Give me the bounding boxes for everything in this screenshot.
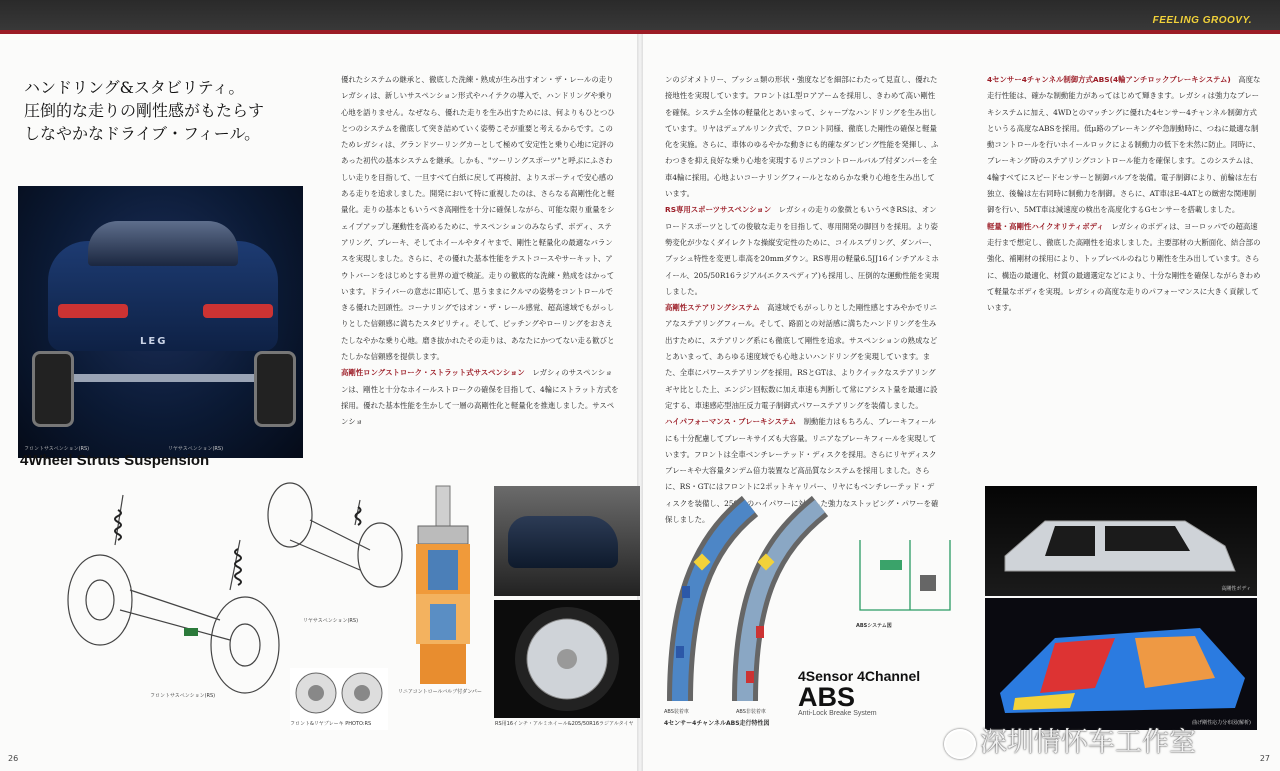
subheading-brake: ハイパフォーマンス・ブレーキシステム	[665, 417, 797, 427]
column-1-body-2: 高剛性ロングストローク・ストラット式サスペンション レガシィのサスペンションは、剛性と十分なホイールストロークの確保を目指して、4輪にストラット方式を採用。優れた基本性能を生かして一層の高剛性化と軽量化を推進しました。サスペンショ	[341, 368, 619, 427]
brake-disc-illustration	[290, 668, 388, 718]
column-3-body-2: レガシィのボディは、ヨーロッパでの超高速走行まで想定し、徹底した高剛性を追求しました。主要部材の大断面化、結合部の強化、補剛材の採用により、トップレベルのねじり剛性を生み出しています。さらに、構造の最適化、材質の最適選定などにより、十分な剛性を確保しながらきわめて軽量なボディを実現。レガシィの高度な走りのパフォーマンスに大きく貢献しています。	[987, 221, 1261, 313]
caption-rear-susp: リヤサスペンション(RS)	[303, 618, 359, 624]
subheading-abs: 4センサー4チャンネル制御方式ABS(4輪アンチロックブレーキシステム)	[987, 75, 1231, 84]
rear-window-shape	[88, 221, 238, 266]
photo-caption-rear: リヤサスペンション(RS)	[168, 446, 224, 452]
header-bar	[0, 0, 1280, 34]
stress-analysis-photo	[985, 598, 1257, 730]
header-tagline: FEELING GROOVY.	[1152, 15, 1252, 26]
header-accent-line	[0, 30, 1280, 34]
caption-abs-off: ABS非装着車	[736, 709, 766, 715]
section-title-4wheel: 4Wheel Struts Suspension	[20, 452, 210, 469]
wheel-right	[254, 351, 296, 427]
wheel-photo	[494, 600, 640, 718]
text-column-2	[665, 72, 941, 525]
text-column-1	[341, 72, 619, 464]
subheading-body: 軽量・高剛性ハイクオリティボディ	[987, 221, 1104, 231]
caption-front-susp: フロントサスペンション(RS)	[150, 693, 216, 699]
weibo-logo-icon	[944, 729, 976, 759]
page-heading: ハンドリング&スタビリティ。 圧倒的な走りの剛性感がもたらす しなやかなドライブ・フィール。	[24, 78, 265, 143]
badge-text: LEG	[140, 336, 168, 347]
damper-illustration	[406, 484, 486, 689]
subheading-long-stroke: 高剛性ロングストローク・ストラット式サスペンション	[341, 368, 525, 378]
abs-system-diagram	[850, 530, 975, 660]
caption-abs-course: 4センサー4チャンネルABS走行特性図	[664, 720, 770, 727]
column-3-body: 高度な走行性能は、確かな制動能力があってはじめて輝きます。レガシィは強力なブレーキシステムに加え、4WDとのマッチングに優れた4センサー4チャンネル制御方式というる高度なABSを採用。低μ路のブレーキングや急制動時に、つねに最適な制動コントロールを行いホイールロックによる制動力の低下を未然に防止。同時に、ブレーキング時のステアリングコントロール能力を確保します。このシステムは、4輪すべてにスピードセンサーと制御バルブを装備。電子制御により、前輪は左右独立、後輪は左右同時に制動力を制御。さらに、AT車はE-4ATとの緻密な関連制御を行い、5MT車は減速度の検出を高度化するGセンサーを搭載しました。	[987, 75, 1261, 215]
photo-caption-front: フロントサスペンション(RS)	[24, 446, 90, 452]
caption-body-bottom: 曲げ剛性応力分布図(解析)	[1192, 720, 1251, 726]
rear-cutaway-photo	[18, 186, 303, 458]
caption-brake: フロント&リヤブレーキ PHOTO:RS	[290, 721, 372, 727]
caption-abs-on: ABS装着車	[664, 709, 689, 715]
caption-abs-system: ABSシステム図	[856, 623, 892, 629]
page-number-right: 27	[1259, 754, 1270, 763]
column-2-body: ンのジオメトリー、ブッシュ類の形状・強度などを細部にわたって見直し、優れた接地性を実現しています。フロントはL型ロアアームを採用し、きわめて高い剛性を確保。システム全体の軽量化とあいまって、シャープなハンドリングを生み出しています。リヤはデュアルリンク式で、フロント同様、徹底した剛性の確保と軽量化を実施。さらに、車体のゆるやかな動きにも的確なダンピング性能を発揮し、ふわつきを抑え良好な乗り心地を実現するリニアコントロールバルブ付ダンパーを全車4輪に採用。心地よいコーナリングフィールとなめらかな乗り心地を生み出しています。	[665, 75, 939, 199]
brake-photo	[290, 668, 388, 730]
tail-lamp-right	[203, 304, 273, 318]
abs-title	[798, 668, 920, 717]
wheel-left	[32, 351, 74, 427]
caption-body-top: 高剛性ボディ	[1221, 586, 1251, 592]
subheading-steering: 高剛性ステアリングシステム	[665, 303, 760, 313]
column-2-body-2: レガシィの走りの象徴ともいうべきRSは、オンロードスポーツとしての俊敏な走りを目指して、専用開発の脚回りを採用。より姿勢変化が少なくダイレクトな操縦安定性のために、コイルスプリング、ダンパー、ブッシュ特性を変更し車高を20mmダウン。RS専用の軽量6.5JJ16インチアルミホイール、205/50R16ラジアル(エクスペディア)も採用し、圧倒的な運動性能を実現しました。	[665, 205, 940, 296]
tail-lamp-left	[58, 304, 128, 318]
abs-system-lines	[850, 530, 975, 620]
abs-title-line1: 4Sensor 4Channel	[798, 668, 921, 684]
text-column-3	[987, 72, 1261, 464]
page-number-left: 26	[8, 754, 19, 763]
car-front-shape	[508, 516, 618, 568]
axle-shape	[38, 374, 288, 382]
caption-damper: リニアコントロールバルブ付ダンパー	[398, 689, 482, 695]
caption-wheel: RS用16インチ・アルミホイール&205/50R16ラジアルタイヤ	[495, 721, 634, 727]
abs-title-line2: ABS	[798, 682, 856, 712]
abs-title-line3: Anti-Lock Breake System	[798, 710, 877, 717]
column-2-body-3: 高速域でもがっしりとした剛性感とすみやかでリニアなステアリングフィール。そして、路面との対話感に満ちたハンドリングを生み出すために、ステアリング系にも徹底して剛性を追求。サスペンションの熟成などとあいまって、あらゆる速度域でも心地よいハンドリングを実現しています。また、全車にパワーステアリングを採用。RSとGTは、よりクイックなステアリングギヤ比とした上、エンジン回転数に加え車速も判断して常にアシスト量を最適に設定する、車速感応型油圧反力電子制御式パワーステアリングを装備しました。	[665, 303, 938, 410]
body-frame-illustration	[985, 486, 1257, 596]
damper-cutaway	[398, 484, 486, 702]
car-front-photo	[494, 486, 640, 596]
body-frame-photo	[985, 486, 1257, 596]
column-2-body-4: 制動能力はもちろん、ブレーキフィールにも十分配慮してブレーキサイズも大容量。リニアなブレーキフィールを実現しています。フロントは全車ベンチレーテッド・ディスクを採用。さらにリヤディスクブレーキや大容量タンデム倍力装置など高品質なシステムを採用しました。さらに、RS・GTにはフロントに2ポットキャリパー、リヤにもベンチレーテッド・ディスクを装備し、250psのハイパワーに対応した強力なストッピング・パワーを確保しました。	[665, 417, 939, 525]
watermark: 深圳情怀车工作室	[944, 720, 1196, 759]
alloy-wheel-illustration	[494, 600, 640, 718]
subheading-rs-suspension: RS専用スポーツサスペンション	[665, 205, 772, 215]
stress-analysis-illustration	[985, 598, 1257, 730]
column-1-body: 優れたシステムの継承と、徹底した洗練・熟成が生み出すオン・ザ・レールの走り レガシィは、新しいサスペンション形式やハイテクの導入で、ハンドリングや乗り心地を語りません。なぜなら、優れた走りを生み出すためには、何よりもひとつひとつのシステムを徹底して突き詰めていく姿勢こそが重要と考えるからです。このためレガシィは、グランドツーリングカーとして極めて安定性と乗り心地に定評のあった初代の基本システムを継承。しかも、"ツーリングスポーツ"と呼ぶにふさわしい走りを目指して、一旦すべて白紙に戻して再検討、よりスポーティで安心感のある走りを追求しました。開発において特に重視したのは、さらなる高剛性化と軽量化。走りの基本ともいうべき高剛性を十分に確保しながら、可能な限り重量をシェイプアップし運動性を高めるために、サスペンションのみならず、ボディ、ステアリング、ブレーキ、そしてホイールやタイヤまで、剛性と軽量化の最適なバランスを実現しました。さらに、その優れた基本性能をテストコースやサーキット、アウトバーンをはじめとする世界の道で検証。走りの徹底的な洗練・熟成をはかっています。ドライバーの意志に即応して、思うままにクルマの姿勢をコントロールできる優れた回頭性。コーナリングではオン・ザ・レール感覚、超高速域でもがっしりとした信頼感に満ちたスタビリティ。そして、ピッチングやローリングをおさえたしなやかな乗り心地。磨き抜かれたその走りは、あなたにかつてない走る歓びとたしかな信頼感を提供します。	[341, 75, 615, 362]
